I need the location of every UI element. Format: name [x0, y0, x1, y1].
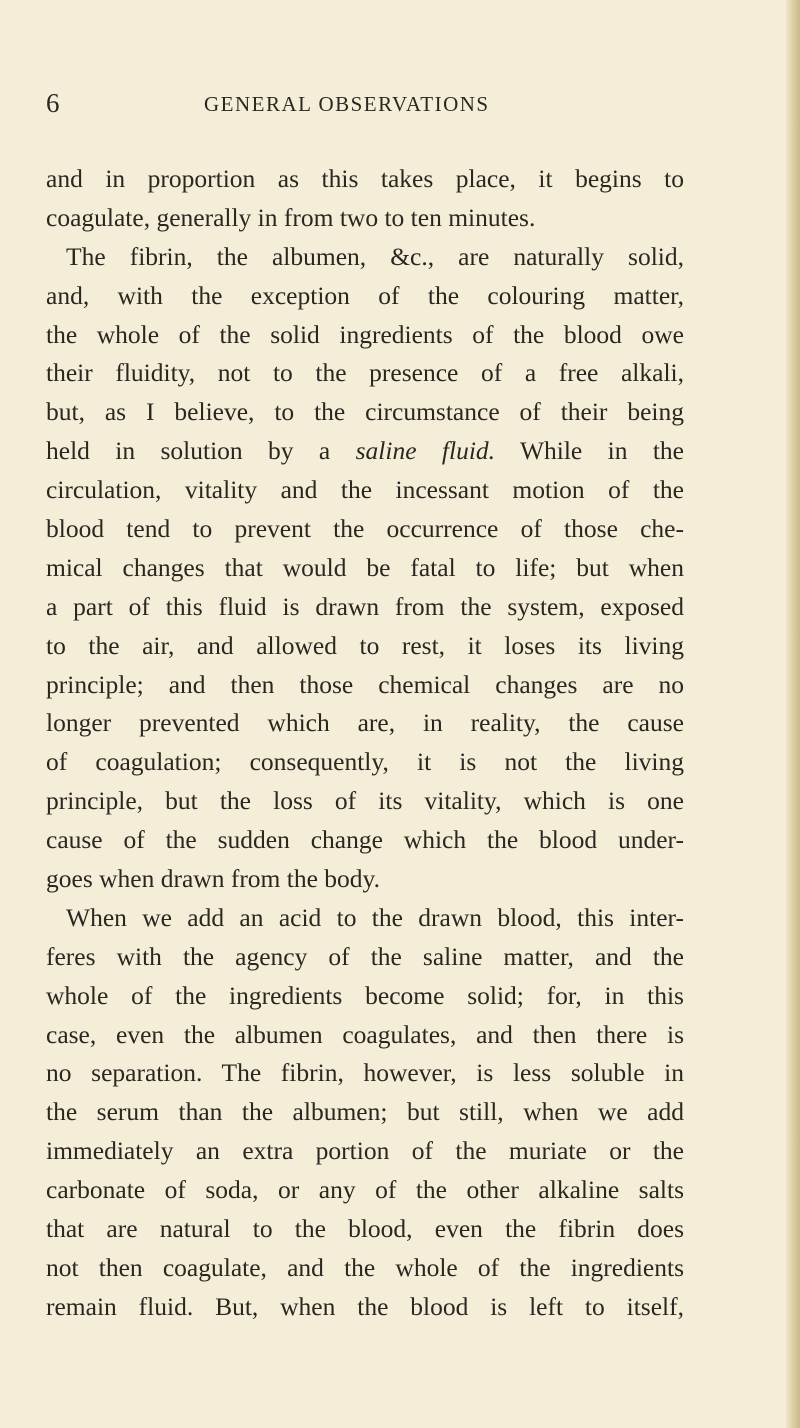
text-line: coagulate, generally in from two to ten minutes.	[46, 202, 536, 232]
text-line: circulation, vitality and the incessant motion of the	[46, 475, 684, 505]
text-line: and in proportion as this takes place, it begins to	[46, 164, 684, 193]
text-line: case, even the albumen coagulates, and then there is	[46, 1019, 684, 1049]
text-line: and, with the exception of the colouring matter,	[46, 280, 684, 310]
text-line	[46, 432, 684, 471]
page-edge-shadow	[786, 0, 800, 1428]
text-line: the whole of the solid ingredients of the blood owe	[46, 319, 684, 349]
page-header	[46, 88, 686, 118]
text-line: longer prevented which are, in reality, the cause	[46, 708, 684, 738]
running-head: GENERAL OBSERVATIONS	[204, 92, 490, 116]
text-line: cause of the sudden change which the blood under-	[46, 825, 684, 855]
text-line: When we add an acid to the drawn blood, this inter-	[66, 902, 684, 932]
text-segment: While in the	[495, 436, 684, 466]
page-number: 6	[46, 88, 60, 118]
text-line: a part of this fluid is drawn from the system, exposed	[46, 591, 684, 621]
text-line: mical changes that would be fatal to life; but when	[46, 552, 684, 582]
body-text	[46, 160, 684, 1327]
text-line: their fluidity, not to the presence of a free alkali,	[46, 358, 684, 388]
text-segment: held in solution by a	[46, 436, 356, 466]
text-line: of coagulation; consequently, it is not the living	[46, 747, 684, 777]
text-line: to the air, and allowed to rest, it loses its living	[46, 630, 684, 660]
text-line: immediately an extra portion of the muriate or the	[46, 1136, 684, 1166]
text-line: whole of the ingredients become solid; for, in this	[46, 980, 684, 1010]
text-line: principle, but the loss of its vitality, which is one	[46, 786, 684, 816]
text-line: The fibrin, the albumen, &c., are naturally solid,	[66, 241, 684, 271]
text-line: goes when drawn from the body.	[46, 864, 381, 894]
text-line: not then coagulate, and the whole of the ingredients	[46, 1252, 684, 1282]
text-line: feres with the agency of the saline matter, and the	[46, 941, 684, 971]
text-line: principle; and then those chemical changes are no	[46, 669, 684, 699]
text-line: but, as I believe, to the circumstance of their being	[46, 397, 684, 427]
text-line: carbonate of soda, or any of the other alkaline salts	[46, 1175, 684, 1205]
text-line: remain fluid. But, when the blood is left to itself,	[46, 1291, 684, 1321]
italic-phrase: saline fluid.	[355, 436, 496, 466]
text-line: blood tend to prevent the occurrence of those che-	[46, 514, 684, 544]
text-line: no separation. The fibrin, however, is less soluble in	[46, 1058, 684, 1088]
text-line: the serum than the albumen; but still, when we add	[46, 1097, 684, 1127]
text-line: that are natural to the blood, even the fibrin does	[46, 1214, 684, 1244]
